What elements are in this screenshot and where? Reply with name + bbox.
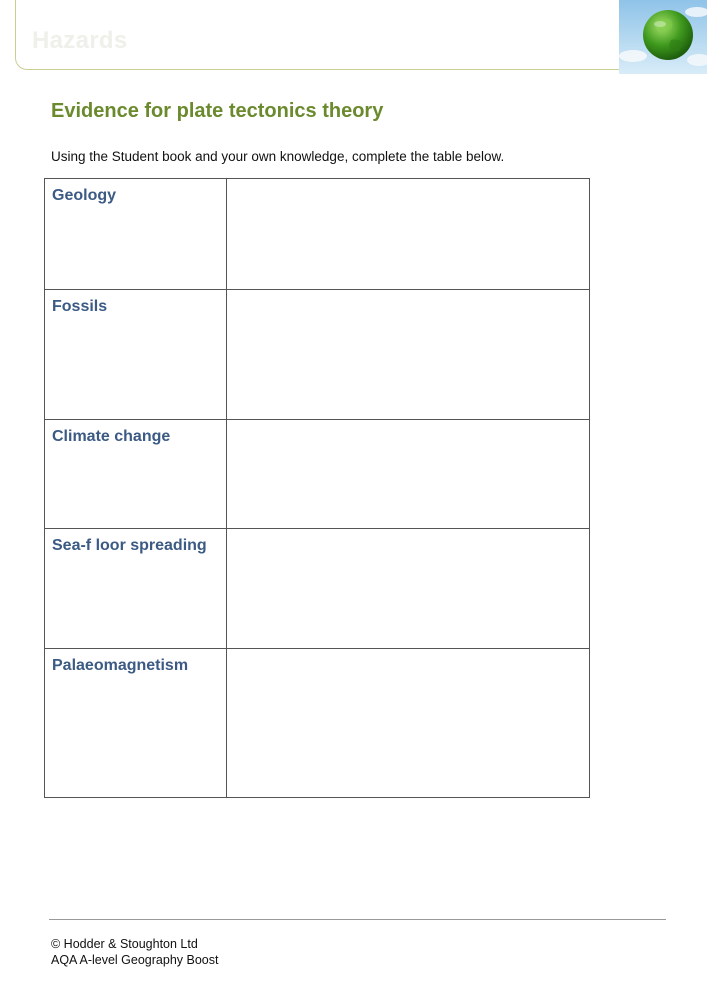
answer-cell-fossils[interactable]	[227, 290, 590, 420]
row-label-cell	[45, 179, 227, 290]
answer-cell-climate-change[interactable]	[227, 420, 590, 529]
table-row	[45, 179, 590, 290]
table-row	[45, 290, 590, 420]
row-label-cell	[45, 290, 227, 420]
instructions-text: Using the Student book and your own knowledge, complete the table below.	[51, 149, 505, 164]
row-label-palaeomagnetism: Palaeomagnetism	[52, 657, 189, 674]
footer	[51, 936, 218, 968]
row-label-geology: Geology	[52, 187, 117, 204]
table-row	[45, 420, 590, 529]
answer-cell-palaeomagnetism[interactable]	[227, 649, 590, 798]
row-label-cell	[45, 649, 227, 798]
evidence-table	[44, 178, 590, 798]
footer-publication: AQA A-level Geography Boost	[51, 953, 219, 967]
footer-divider	[49, 919, 666, 920]
footer-copyright: © Hodder & Stoughton Ltd	[51, 937, 198, 951]
table-row	[45, 649, 590, 798]
row-label-cell	[45, 420, 227, 529]
row-label-sea-floor-spreading: Sea-f loor spreading	[52, 537, 207, 554]
globe-icon	[619, 0, 707, 74]
table-row	[45, 529, 590, 649]
header-title: Hazards	[32, 27, 128, 54]
row-label-cell	[45, 529, 227, 649]
page-title: Evidence for plate tectonics theory	[51, 100, 384, 122]
row-label-fossils: Fossils	[52, 298, 108, 315]
answer-cell-sea-floor-spreading[interactable]	[227, 529, 590, 649]
row-label-climate-change: Climate change	[52, 428, 171, 445]
answer-cell-geology[interactable]	[227, 179, 590, 290]
